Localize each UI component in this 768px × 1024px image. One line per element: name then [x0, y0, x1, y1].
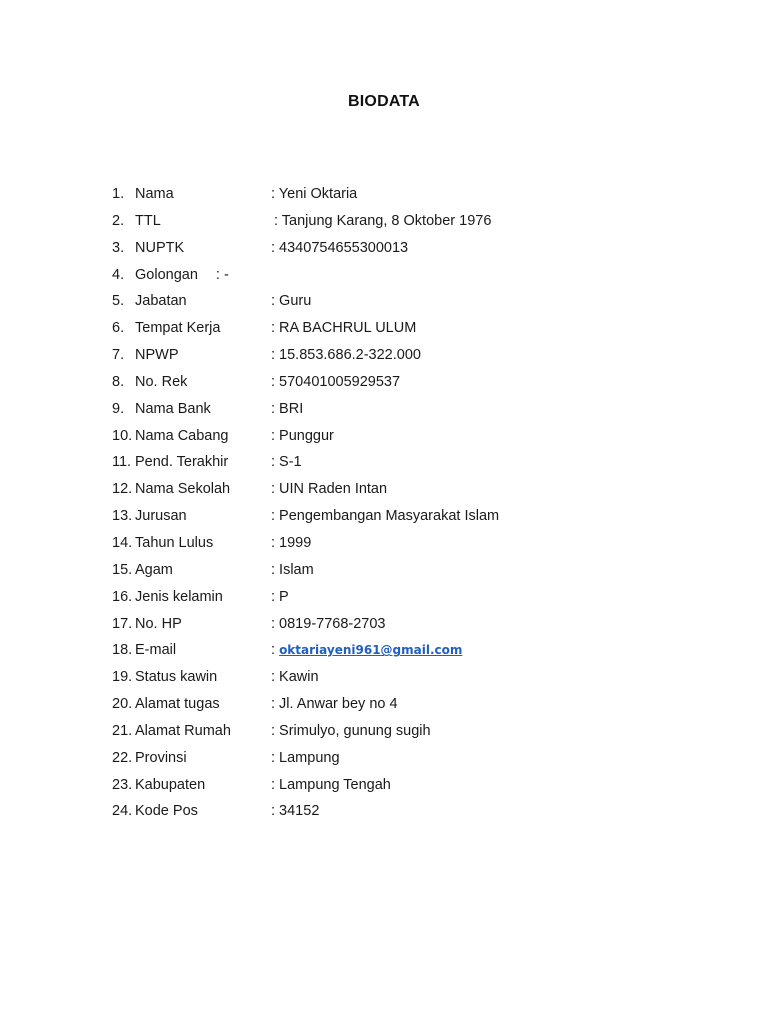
item-value: : Kawin	[271, 669, 319, 686]
item-number: 18.	[112, 642, 133, 659]
item-number: 16.	[112, 588, 133, 605]
item-value: : 34152	[271, 803, 320, 820]
item-value: : RA BACHRUL ULUM	[271, 320, 417, 337]
list-item	[112, 691, 712, 718]
item-value	[271, 637, 462, 664]
item-label: Kode Pos	[135, 803, 198, 820]
item-number: 5.	[112, 293, 125, 310]
item-value: : Srimulyo, gunung sugih	[271, 722, 431, 739]
list-item	[112, 798, 712, 825]
list-item	[112, 584, 712, 611]
item-value: : Tanjung Karang, 8 Oktober 1976	[274, 212, 492, 229]
item-value: : Lampung Tengah	[271, 776, 391, 793]
item-number: 10.	[112, 427, 133, 444]
item-label: Status kawin	[135, 669, 218, 686]
list-item	[112, 476, 712, 503]
list-item	[112, 369, 712, 396]
item-value: : Jl. Anwar bey no 4	[271, 696, 398, 713]
item-number: 12.	[112, 481, 133, 498]
item-value: : 0819-7768-2703	[271, 615, 386, 632]
item-label: NPWP	[135, 347, 179, 364]
item-value: : 570401005929537	[271, 373, 401, 390]
item-value: : 4340754655300013	[271, 239, 409, 256]
biodata-list	[112, 181, 712, 825]
item-number: 19.	[112, 669, 133, 686]
email-colon: :	[271, 642, 280, 659]
list-item	[112, 718, 712, 745]
item-value: : Yeni Oktaria	[271, 186, 358, 202]
item-number: 8.	[112, 373, 125, 390]
item-number: 20.	[112, 696, 133, 713]
item-label	[135, 262, 229, 289]
item-number: 17.	[112, 615, 133, 632]
item-label: Kabupaten	[135, 776, 206, 793]
item-value: : Guru	[271, 293, 312, 310]
item-number: 13.	[112, 508, 133, 525]
item-label: E-mail	[135, 642, 177, 659]
list-item	[112, 288, 712, 315]
item-label: No. HP	[135, 615, 182, 632]
item-label: Nama Bank	[135, 400, 211, 417]
list-item	[112, 181, 712, 208]
item-value: : Pengembangan Masyarakat Islam	[271, 508, 500, 525]
list-item	[112, 262, 712, 289]
item-number: 24.	[112, 803, 133, 820]
email-link[interactable]: oktariayeni961@gmail.com	[279, 643, 463, 658]
item-number: 22.	[112, 749, 133, 766]
item-label: Tempat Kerja	[135, 320, 221, 337]
item-label: Jenis kelamin	[135, 588, 223, 605]
list-item	[112, 745, 712, 772]
item-number: 2.	[112, 212, 125, 229]
list-item	[112, 449, 712, 476]
item-number: 11.	[112, 454, 132, 471]
list-item	[112, 235, 712, 262]
item-value: : UIN Raden Intan	[271, 481, 388, 498]
list-item	[112, 503, 712, 530]
list-item	[112, 342, 712, 369]
item-number: 23.	[112, 776, 133, 793]
list-item	[112, 530, 712, 557]
item-label: Provinsi	[135, 749, 187, 766]
item-number: 21.	[112, 722, 133, 739]
item-value: : Lampung	[271, 749, 340, 766]
item-value: : P	[271, 588, 289, 605]
list-item	[112, 557, 712, 584]
item-value: : 1999	[271, 534, 312, 551]
item-number: 14.	[112, 534, 133, 551]
item-number: 6.	[112, 320, 125, 337]
item-label: Alamat Rumah	[135, 722, 231, 739]
item-label: Agam	[135, 561, 173, 578]
item-label-text: Golongan	[135, 266, 198, 283]
list-item	[112, 208, 712, 235]
item-number: 15.	[112, 561, 133, 578]
item-label: Jurusan	[135, 508, 187, 525]
item-value: : 15.853.686.2-322.000	[271, 347, 421, 364]
item-label: NUPTK	[135, 239, 185, 256]
item-label: Nama Cabang	[135, 427, 229, 444]
list-item	[112, 396, 712, 423]
item-number: 1.	[112, 186, 125, 202]
list-item	[112, 315, 712, 342]
item-label: TTL	[135, 212, 161, 229]
list-item	[112, 772, 712, 799]
list-item	[112, 611, 712, 638]
item-label: Pend. Terakhir	[135, 454, 229, 471]
item-number: 9.	[112, 400, 125, 417]
item-label: Alamat tugas	[135, 696, 220, 713]
item-value: : BRI	[271, 400, 304, 417]
list-item	[112, 423, 712, 450]
item-number: 4.	[112, 266, 125, 283]
item-label: Jabatan	[135, 293, 187, 310]
item-label: Nama	[135, 186, 174, 202]
document-title: BIODATA	[348, 93, 420, 110]
item-value: : -	[215, 266, 229, 283]
item-number: 3.	[112, 239, 125, 256]
item-label: No. Rek	[135, 373, 188, 390]
item-label: Tahun Lulus	[135, 534, 214, 551]
item-number: 7.	[112, 347, 125, 364]
list-item	[112, 664, 712, 691]
item-value: : S-1	[271, 454, 302, 471]
item-value: : Islam	[271, 561, 314, 578]
item-value: : Punggur	[271, 427, 334, 444]
list-item	[112, 637, 712, 664]
item-label: Nama Sekolah	[135, 481, 231, 498]
